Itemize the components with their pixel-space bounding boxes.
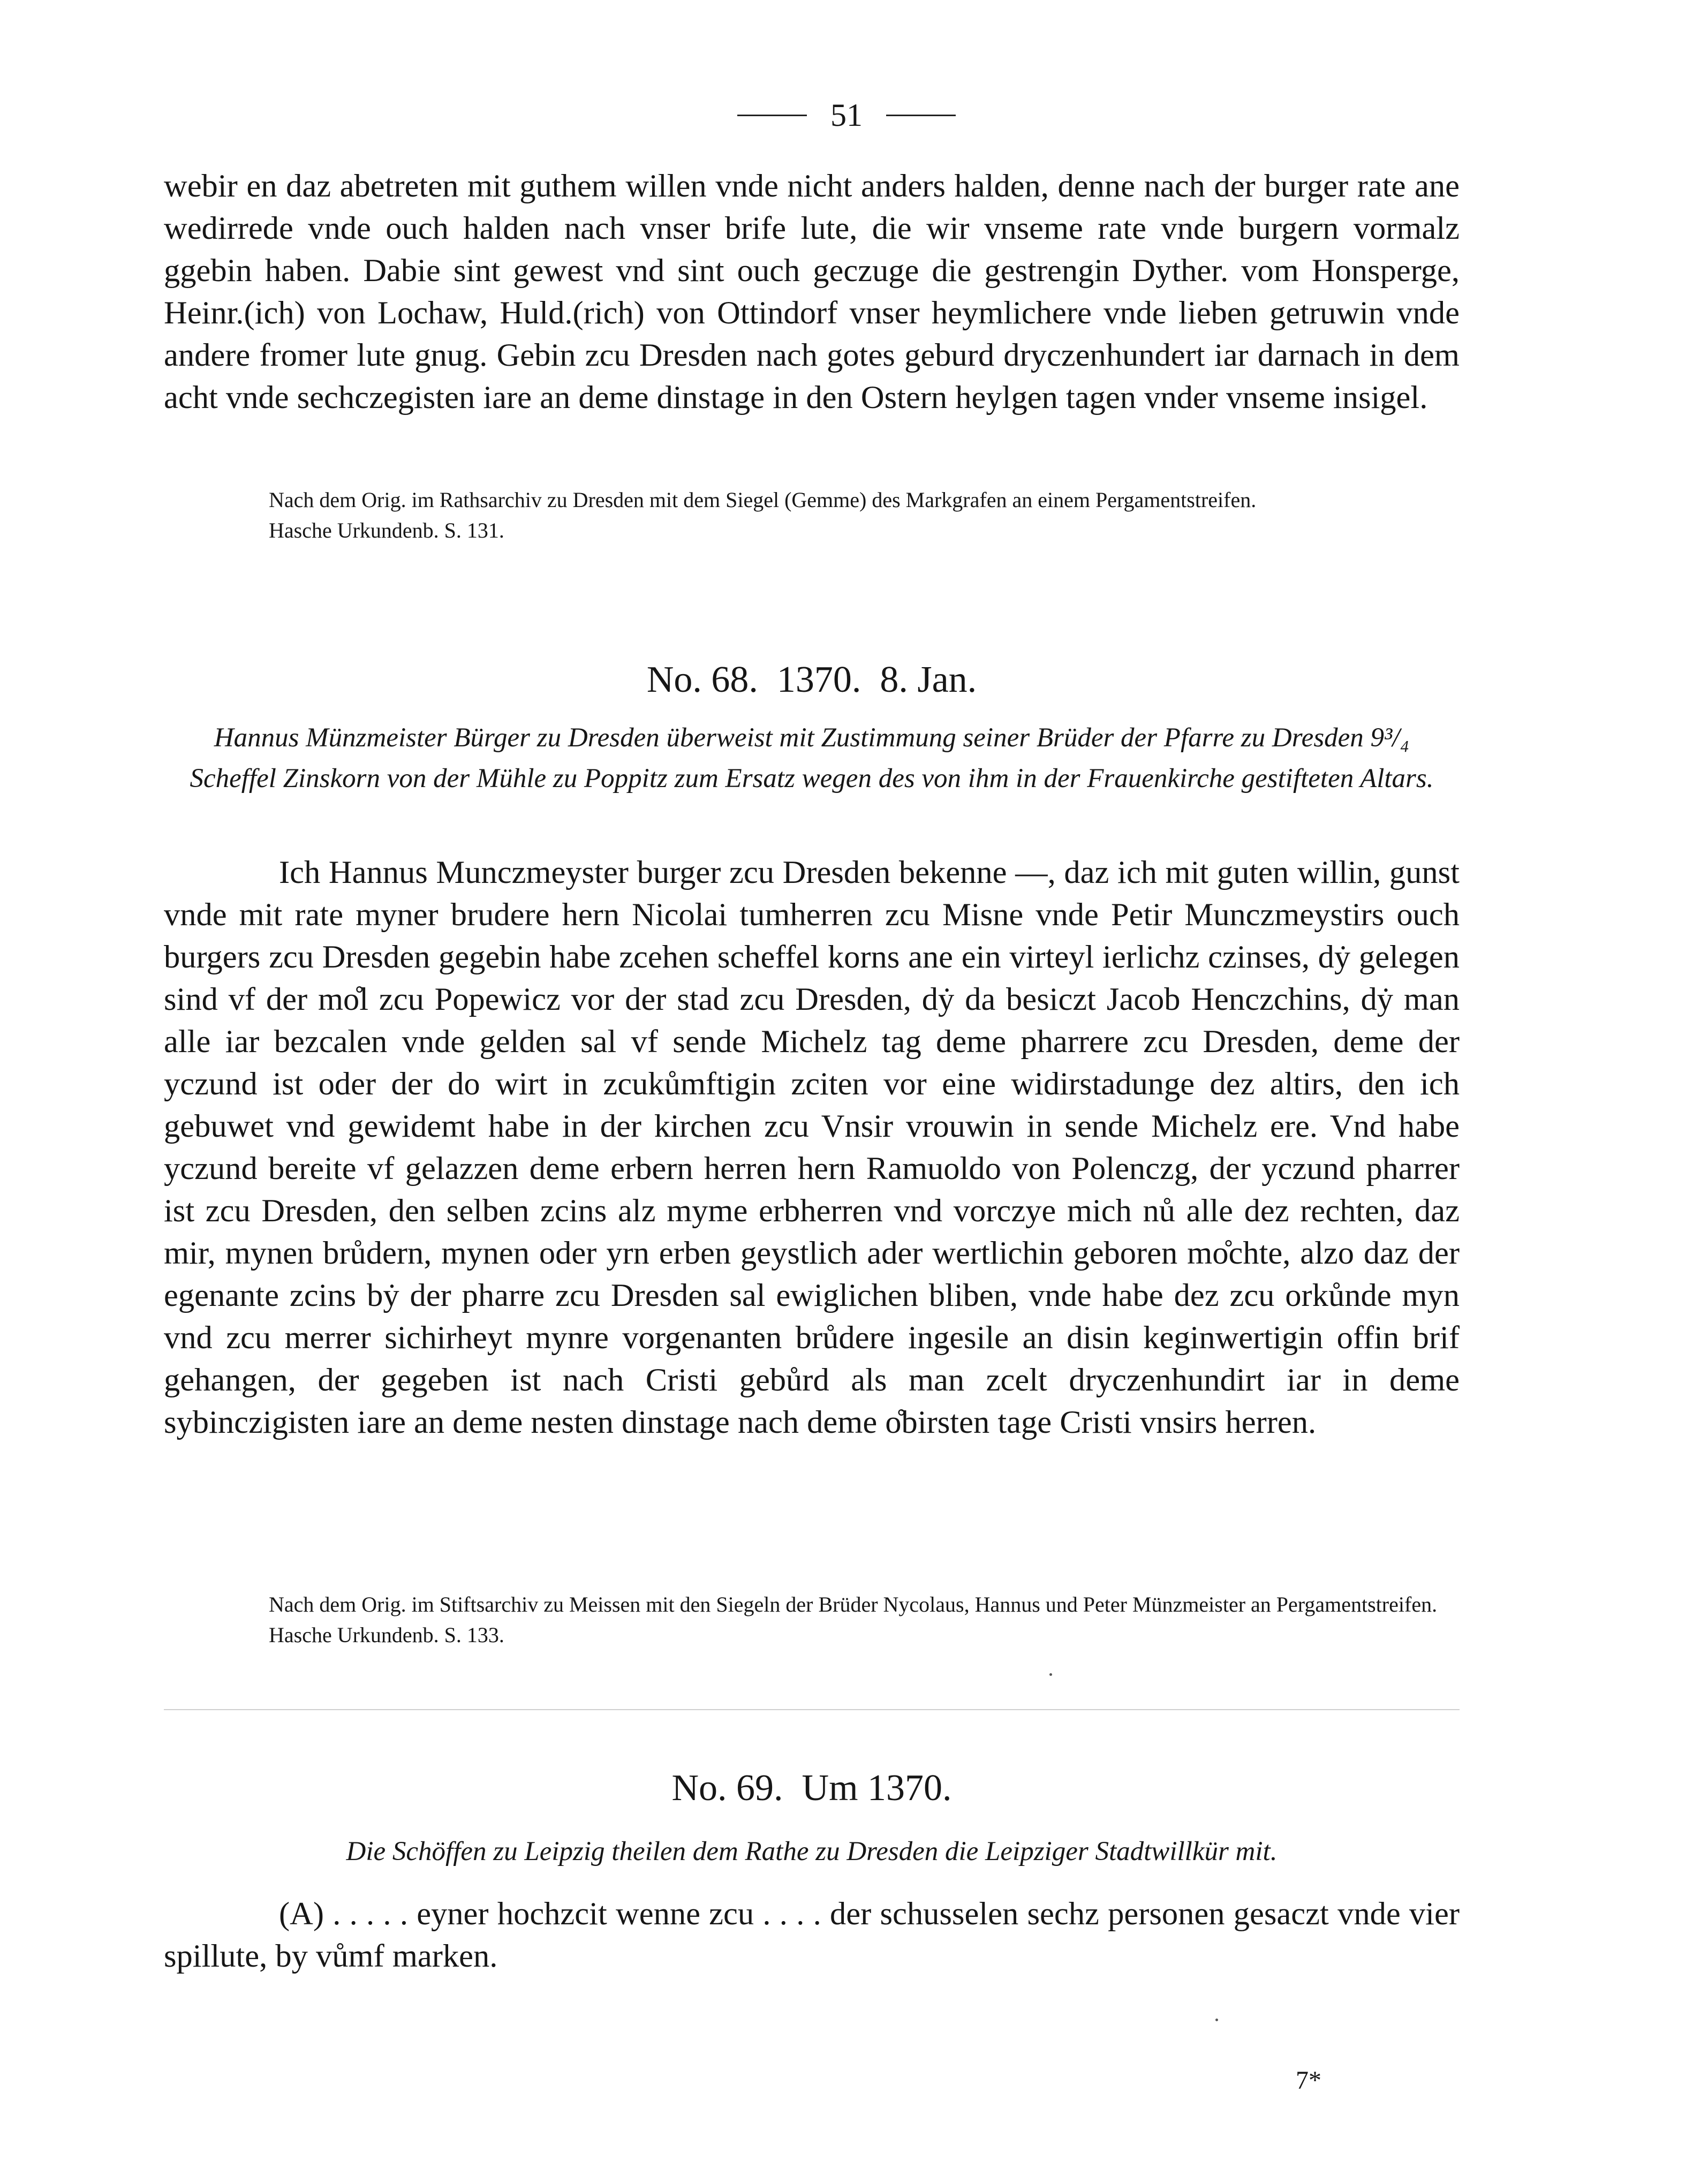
previous-document-source: Hasche Urkundenb. S. 131. [269, 518, 504, 542]
document-68-text: Ich Hannus Munczmeyster burger zcu Dresden bekenne —, daz ich mit guten willin, gunst vnde mit rate myner brudere hern Nicolai tumherren zcu Misne vnde Petir Munczmeystirs ouch burgers zcu Dresden gegebin habe zcehen scheffel korns ane ein virteyl ierlichz czinses, dẏ gelegen sind vf der mo̊l zcu Popewicz vor der stad zcu Dresden, dẏ da besiczt Jacob Henczchins, dẏ man alle iar bezcalen vnde gelden sal vf sende Michelz tag deme pharrere zcu Dresden, deme der yczund ist oder der do wirt in zcukůmftigin zciten vor eine widirstadunge dez altirs, den ich gebuwet vnd gewidemt habe in der kirchen zcu Vnsir vrouwin in sende Michelz ere. Vnd habe yczund bereite vf gelazzen deme erbern herren hern Ramuoldo von Polenczg, der yczund pharrer ist zcu Dresden, den selben zcins alz myme erbherren vnd vorczye mich nů alle dez rechten, daz mir, mynen brůdern, mynen oder yrn erben geystlich ader wertlichin geboren mo̊chte, alzo daz der egenante zcins bẏ der pharre zcu Dresden sal ewiglichen bliben, vnde habe dez zcu orkůnde myn vnd zcu merrer sichirheyt mynre vorgenanten brůdere ingesile an disin keginwertigin offin brif gehangen, der gegeben ist nach Cristi gebůrd als man zcelt dryczenhundirt iar in deme sybinczigisten iare an deme nesten dinstage nach deme o̊birsten tage Cristi vnsirs herren. [164, 855, 1460, 1440]
document-69-text: (A) . . . . . eyner hochzcit wenne zcu . . . . der schusselen sechz personen gesaczt vnde vier spillute, by vůmf marken. [164, 1896, 1460, 1974]
document-68-note [164, 1589, 1460, 1650]
document-69-title: No. 69. Um 1370. [671, 1767, 952, 1809]
document-68-source: Hasche Urkundenb. S. 133. [269, 1623, 504, 1647]
paper-speck [1215, 2019, 1218, 2021]
section-divider [164, 1709, 1460, 1710]
previous-document-text: webir en daz abetreten mit guthem willen vnde nicht anders halden, denne nach der burger rate ane wedirrede vnde ouch halden nach vnser brife lute, die wir vnseme rate vnde burgern vormalz ggebin haben. Dabie sint gewest vnd sint ouch geczuge die gestrengin Dyther. vom Honsperge, Heinr.(ich) von Lochaw, Huld.(rich) von Ottindorf vnser heymlichere vnde lieben getruwin vnde andere fromer lute gnug. Gebin zcu Dresden nach gotes geburd dryczenhundert iar darnach in dem acht vnde sechczegisten iare an deme dinstage in den Ostern heylgen tagen vnder vnseme insigel. [164, 168, 1460, 415]
paper-speck [1049, 1673, 1052, 1676]
document-69-summary: Die Schöffen zu Leipzig theilen dem Rathe zu Dresden die Leipziger Stadtwillkür mit. [346, 1837, 1278, 1866]
header-rule-left [737, 115, 807, 116]
page-header [0, 91, 1693, 139]
document-68-archive-note: Nach dem Orig. im Stiftsarchiv zu Meissen mit den Siegeln der Brüder Nycolaus, Hannus und Peter Münzmeister an Pergamentstreifen. [269, 1592, 1438, 1616]
previous-document-archive-note: Nach dem Orig. im Rathsarchiv zu Dresden mit dem Siegel (Gemme) des Markgrafen an einem Pergamentstreifen. [269, 488, 1257, 512]
header-rule-right [886, 115, 956, 116]
page-number: 51 [830, 97, 863, 133]
document-68-title: No. 68. 1370. 8. Jan. [646, 659, 977, 700]
previous-document-note [164, 485, 1460, 546]
document-68-summary: Hannus Münzmeister Bürger zu Dresden überweist mit Zustimmung seiner Brüder der Pfarre zu Dresden 9³/₄ Scheffel Zinskorn von der Mühle zu Poppitz zum Ersatz wegen des von ihm in der Frauenkirche gestifteten Altars. [190, 723, 1434, 794]
signature-mark: 7* [1296, 2066, 1321, 2095]
